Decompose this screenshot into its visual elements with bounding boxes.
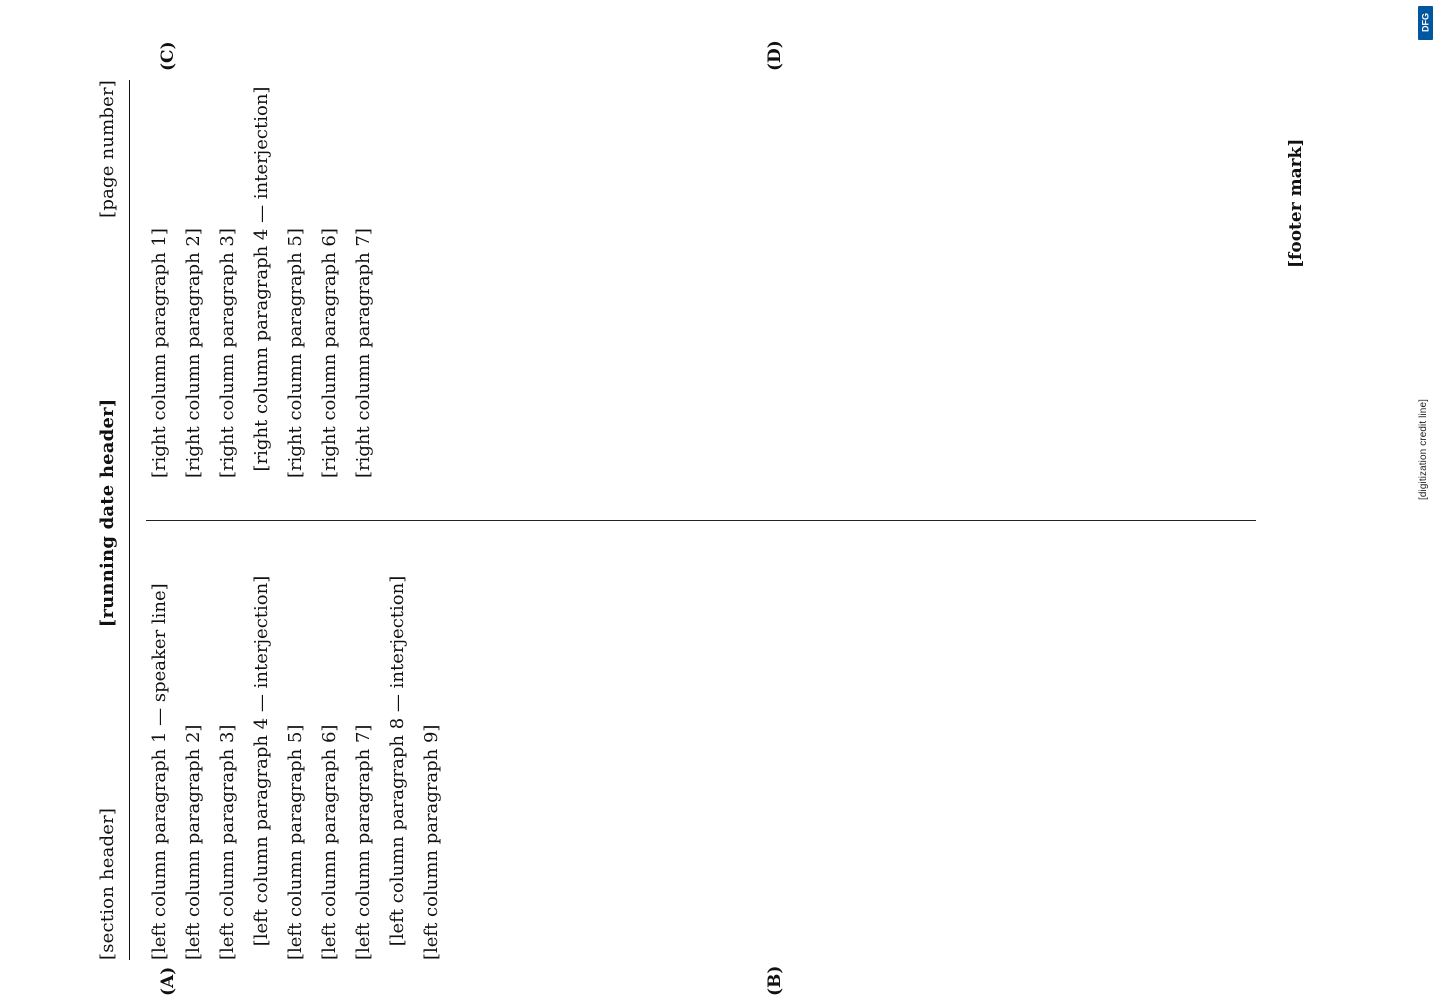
running-header xyxy=(90,80,124,960)
right-paragraph-3: [right column paragraph 3] xyxy=(217,228,238,478)
marker-b: (B) xyxy=(765,965,785,996)
right-paragraph-4: [right column paragraph 4 — interjection] xyxy=(251,86,272,472)
right-paragraph-7: [right column paragraph 7] xyxy=(353,228,374,478)
column-divider xyxy=(146,520,1256,521)
header-right: [page number] xyxy=(96,80,118,218)
left-paragraph-1: [left column paragraph 1 — speaker line] xyxy=(149,583,170,960)
footer-mark: [footer mark] xyxy=(1286,138,1306,268)
right-paragraph-1: [right column paragraph 1] xyxy=(149,228,170,478)
header-center: [running date header] xyxy=(96,398,118,628)
marker-d: (D) xyxy=(765,40,785,71)
header-left: [section header] xyxy=(96,807,118,960)
right-paragraph-5: [right column paragraph 5] xyxy=(285,228,306,478)
left-paragraph-5: [left column paragraph 5] xyxy=(285,724,306,960)
right-paragraph-2: [right column paragraph 2] xyxy=(183,228,204,478)
left-paragraph-9: [left column paragraph 9] xyxy=(421,724,442,960)
right-column xyxy=(146,80,1281,478)
header-rule xyxy=(129,80,130,960)
marker-a: (A) xyxy=(158,966,178,996)
left-column xyxy=(146,562,1281,960)
left-paragraph-6: [left column paragraph 6] xyxy=(319,724,340,960)
digitization-credit: [digitization credit line] xyxy=(1418,399,1429,500)
left-paragraph-2: [left column paragraph 2] xyxy=(183,724,204,960)
left-paragraph-8: [left column paragraph 8 — interjection] xyxy=(387,575,408,947)
rotated-scan xyxy=(90,40,1320,996)
left-paragraph-4: [left column paragraph 4 — interjection] xyxy=(251,575,272,947)
right-paragraph-6: [right column paragraph 6] xyxy=(319,228,340,478)
left-paragraph-7: [left column paragraph 7] xyxy=(353,724,374,960)
marker-c: (C) xyxy=(158,41,178,71)
left-paragraph-3: [left column paragraph 3] xyxy=(217,724,238,960)
dfg-logo: DFG xyxy=(1418,6,1433,40)
